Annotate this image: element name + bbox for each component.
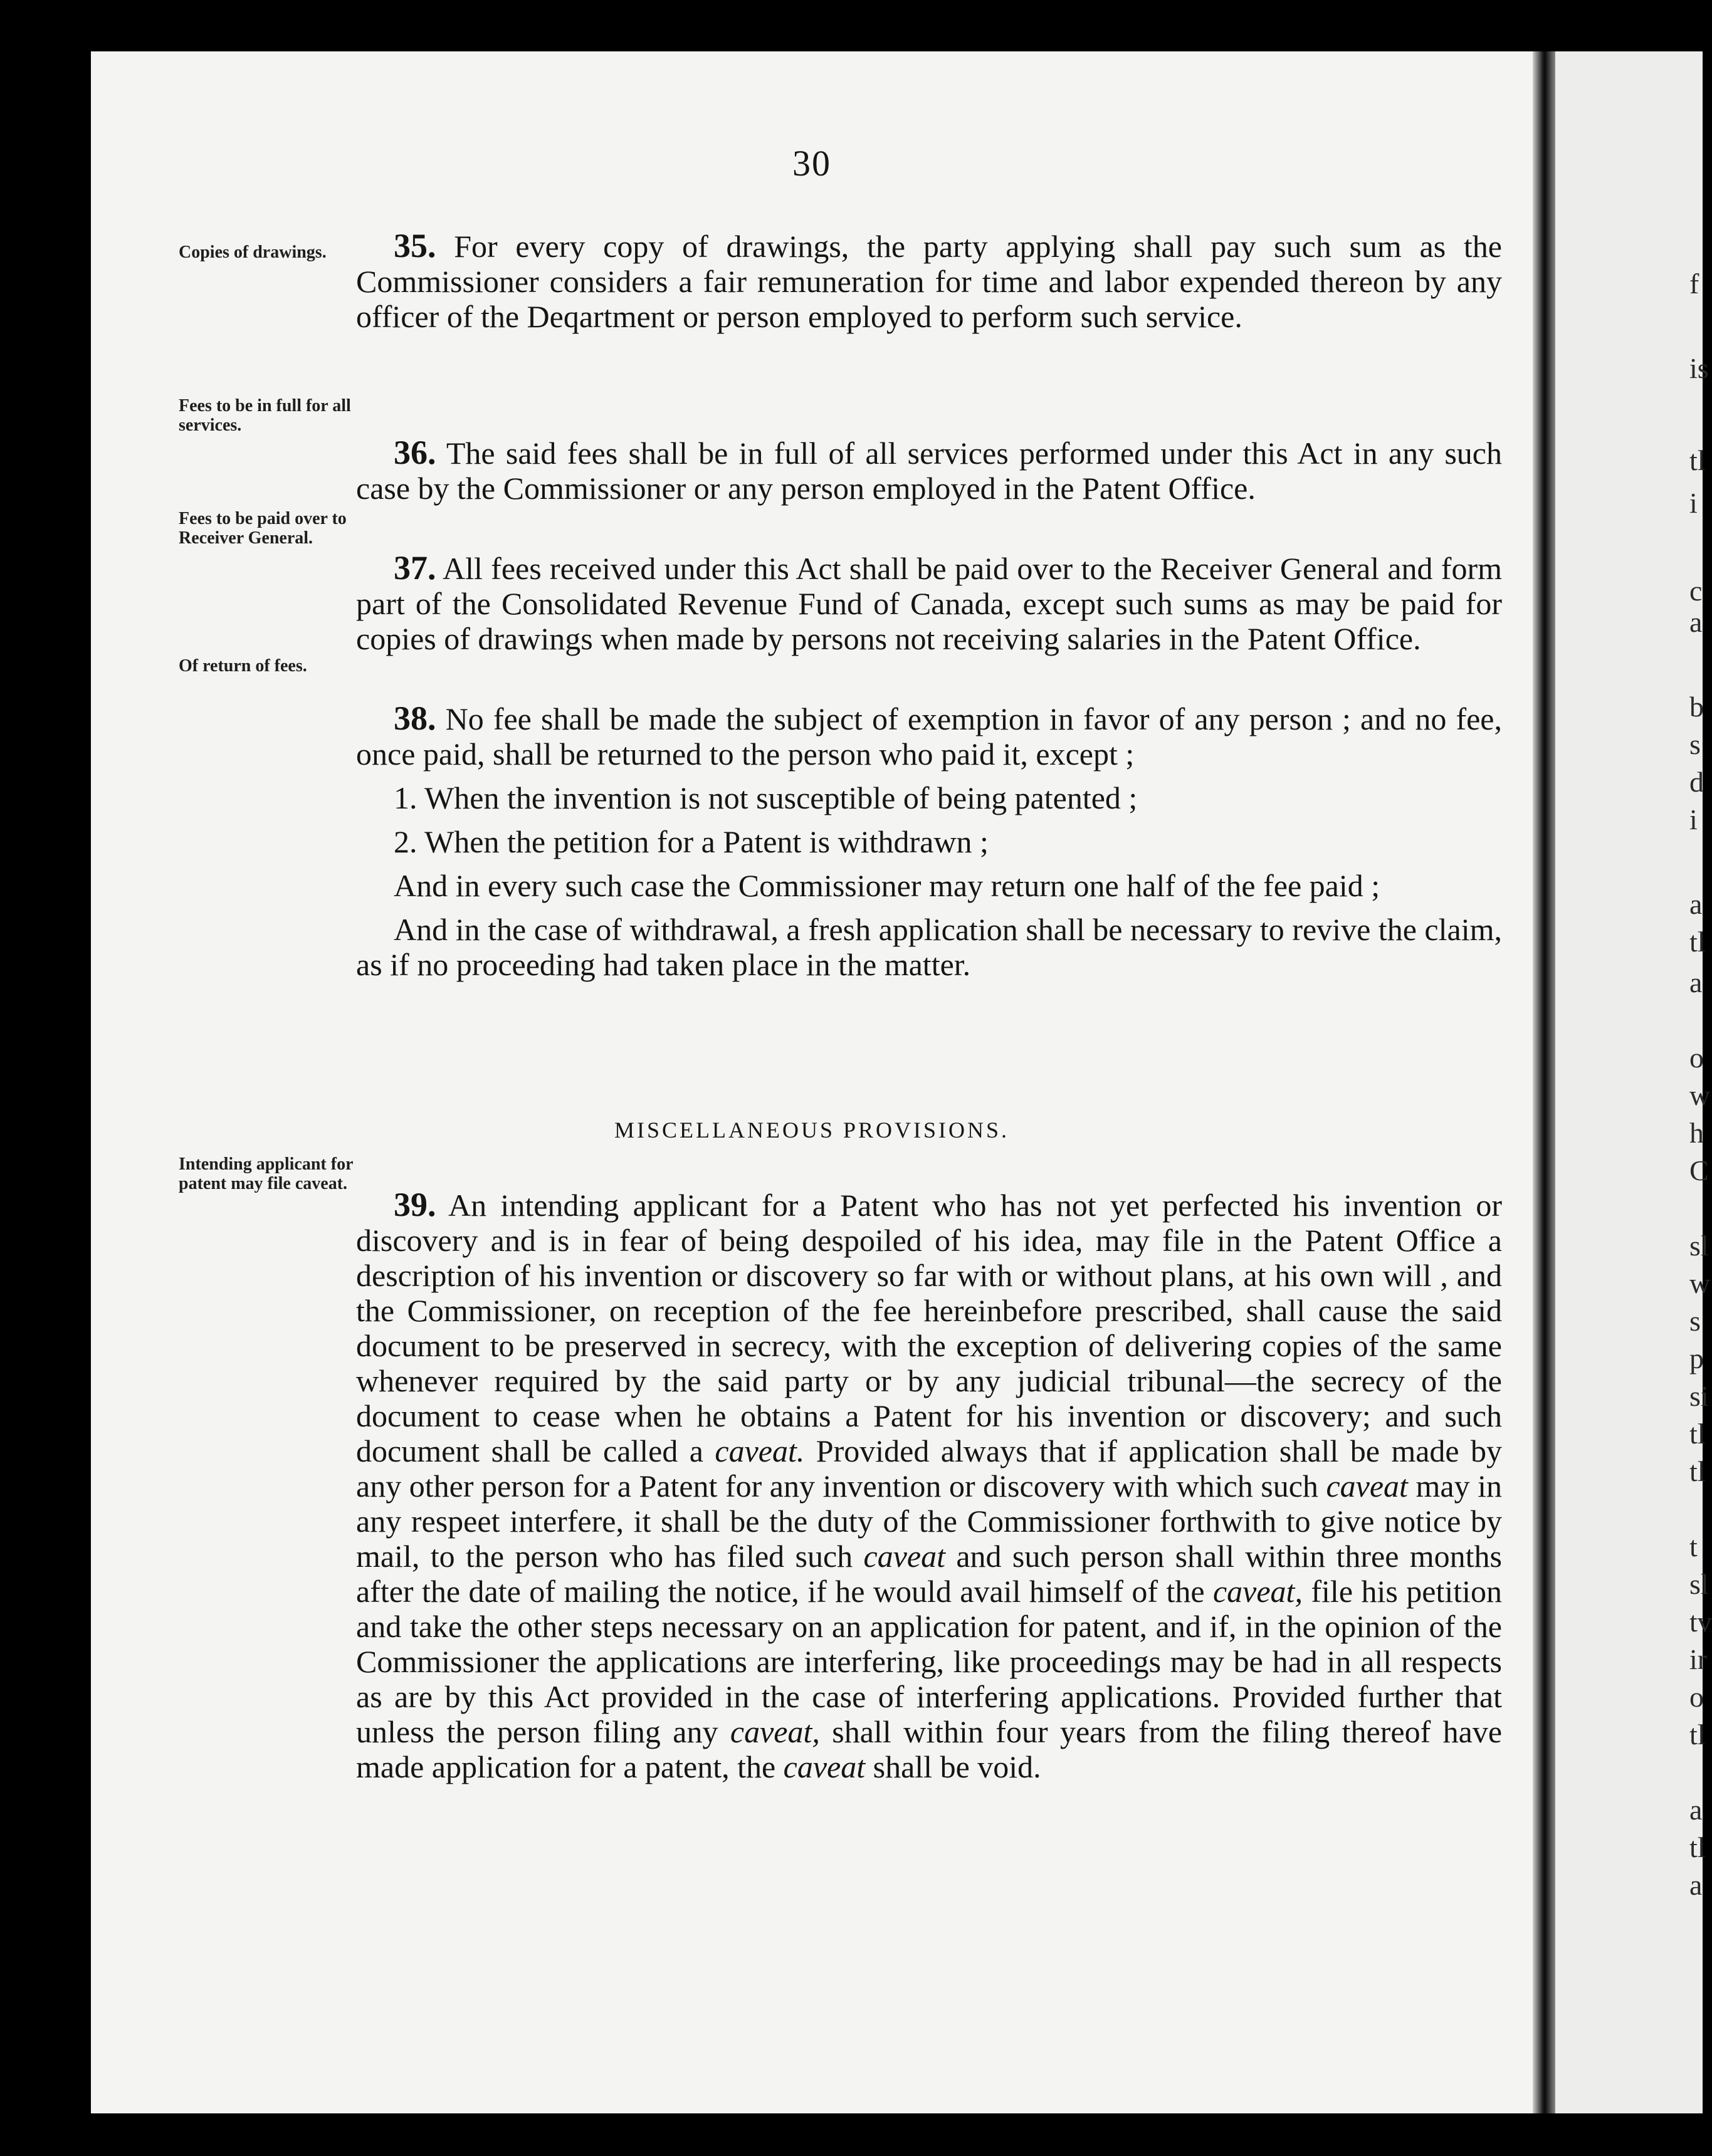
facing-page-fragment: w	[1689, 1079, 1711, 1111]
section-text: file his petition and take the other steps necessary on an application for patent, and if, in the opinion of the Commissioner the applications are interfering, like proceedings may be had in all respects as are by this Act provided in the case of interfering applications. Provided further that unless the person filing any	[356, 1574, 1503, 1749]
facing-page-fragment: s	[1689, 1305, 1701, 1337]
section-38	[356, 701, 1502, 982]
facing-page-fragment: sl	[1689, 1230, 1709, 1262]
facing-page-fragment: b	[1689, 691, 1704, 723]
caveat-term: caveat,	[1212, 1574, 1303, 1609]
section-text: may in any respeet interfere, it shall be the duty of the Commissioner forthwith to give notice by mail, to the person who has filed such	[356, 1468, 1503, 1574]
facing-page-fragment: i	[1689, 803, 1698, 835]
facing-page-fragment: a	[1689, 966, 1703, 998]
facing-page-fragment: tl	[1689, 1455, 1706, 1487]
margin-note-return-of-fees: Of return of fees.	[179, 656, 307, 676]
section-text: For every copy of drawings, the party applying shall pay such sum as the Commissioner considers a fair remuneration for time and labor expended thereon by any officer of the Deqartment or person employed to perform such service.	[356, 229, 1502, 334]
section-number: 38.	[394, 699, 436, 737]
page-number: 30	[792, 143, 831, 184]
book-gutter	[1533, 51, 1555, 2113]
facing-page-fragment: a	[1689, 606, 1703, 638]
section-35	[356, 228, 1502, 334]
margin-note-fees-receiver-general: Fees to be paid over to Receiver General.	[179, 509, 347, 548]
section-text: No fee shall be made the subject of exemption in favor of any person ; and no fee, once paid, shall be returned to the person who paid it, except ;	[356, 701, 1502, 772]
facing-page-fragment: t	[1689, 1531, 1698, 1562]
section-number: 36.	[394, 434, 436, 471]
exception-item-2: 2. When the petition for a Patent is withdrawn ;	[394, 824, 989, 859]
margin-note-caveat: Intending applicant for patent may file caveat.	[179, 1154, 353, 1193]
facing-page-fragment: w	[1689, 1267, 1711, 1299]
facing-page-fragment: o	[1689, 1681, 1704, 1713]
facing-page-fragment: i	[1689, 487, 1698, 519]
caveat-term: caveat	[863, 1539, 945, 1574]
facing-page-fragment: C	[1689, 1154, 1709, 1186]
facing-page-fragment: tl	[1689, 1418, 1706, 1450]
section-text: The said fees shall be in full of all services performed under this Act in any such case by the Commissioner or any person employed in the Patent Office.	[356, 436, 1502, 506]
scanned-page	[91, 51, 1533, 2113]
facing-page-fragment: h	[1689, 1117, 1704, 1149]
margin-note-fees-in-full: Fees to be in full for all services.	[179, 396, 351, 435]
section-36	[356, 435, 1502, 506]
section-heading: MISCELLANEOUS PROVISIONS.	[614, 1117, 1010, 1143]
caveat-term: caveat,	[730, 1714, 820, 1749]
facing-page-fragment: a	[1689, 888, 1703, 920]
facing-page-fragment: c	[1689, 575, 1703, 607]
facing-page-fragment: tl	[1689, 1719, 1706, 1750]
section-text: shall within four years from the filing thereof have made application for a patent, the	[356, 1714, 1503, 1784]
facing-page-fragment: s	[1689, 728, 1701, 760]
facing-page-fragment: is	[1689, 352, 1709, 384]
caveat-term: caveat	[1326, 1468, 1408, 1504]
facing-page-fragment: tv	[1689, 1606, 1712, 1638]
margin-note-copies-of-drawings: Copies of drawings.	[179, 243, 327, 262]
section-number: 39.	[394, 1186, 436, 1223]
section-text: Provided always that if application shall be made by any other person for a Patent for any invention or discovery with which such	[356, 1433, 1503, 1504]
section-text: All fees received under this Act shall be paid over to the Receiver General and form part of the Consolidated Revenue Fund of Canada, except such sums as may be paid for copies of drawings when made by persons not receiving salaries in the Patent Office.	[356, 551, 1503, 656]
facing-page-fragment: sl	[1689, 1568, 1709, 1600]
caveat-term: caveat	[783, 1749, 866, 1784]
section-39	[356, 1187, 1502, 1784]
facing-page-fragment: tl	[1689, 444, 1706, 476]
facing-page-fragment: o	[1689, 1042, 1704, 1074]
facing-page-fragment: tl	[1689, 926, 1706, 958]
facing-page-fragment: a	[1689, 1869, 1703, 1901]
facing-page-fragment: f	[1689, 268, 1699, 300]
facing-page-fragment: tl	[1689, 1831, 1706, 1863]
section-number: 37.	[394, 549, 436, 587]
section-paragraph: And in the case of withdrawal, a fresh application shall be necessary to revive the claim, as if no proceeding had taken place in the matter.	[356, 912, 1502, 982]
exception-item-1: 1. When the invention is not susceptible of being patented ;	[394, 780, 1138, 815]
section-text: An intending applicant for a Patent who has not yet perfected his invention or discovery and is in fear of being despoiled of his idea, may file in the Patent Office a description of his invention or discovery so far with or without plans, at his own will , and the Commissioner, on reception of the fee hereinbefore prescribed, shall cause the said document to be preserved in secrecy, with the exception of delivering copies of the same whenever required by the said party or by any judicial tribunal—the secrecy of the document to cease when he obtains a Patent for his invention or discovery; and such document shall be called a	[356, 1188, 1502, 1468]
section-paragraph: And in every such case the Commissioner may return one half of the fee paid ;	[394, 868, 1380, 903]
section-text: and such person shall within three months after the date of mailing the notice, if he would avail himself of the	[356, 1539, 1503, 1609]
facing-page-fragment: ir	[1689, 1643, 1708, 1675]
caveat-term: caveat.	[715, 1433, 805, 1468]
facing-page-edge	[1555, 51, 1712, 2113]
section-37	[356, 550, 1502, 656]
section-text: shall be void.	[873, 1749, 1041, 1784]
facing-page-fragment: p	[1689, 1342, 1704, 1374]
facing-page-fragment: d	[1689, 766, 1704, 798]
section-number: 35.	[394, 227, 436, 264]
facing-page-fragment: si	[1689, 1380, 1709, 1412]
facing-page-fragment: a	[1689, 1794, 1703, 1826]
